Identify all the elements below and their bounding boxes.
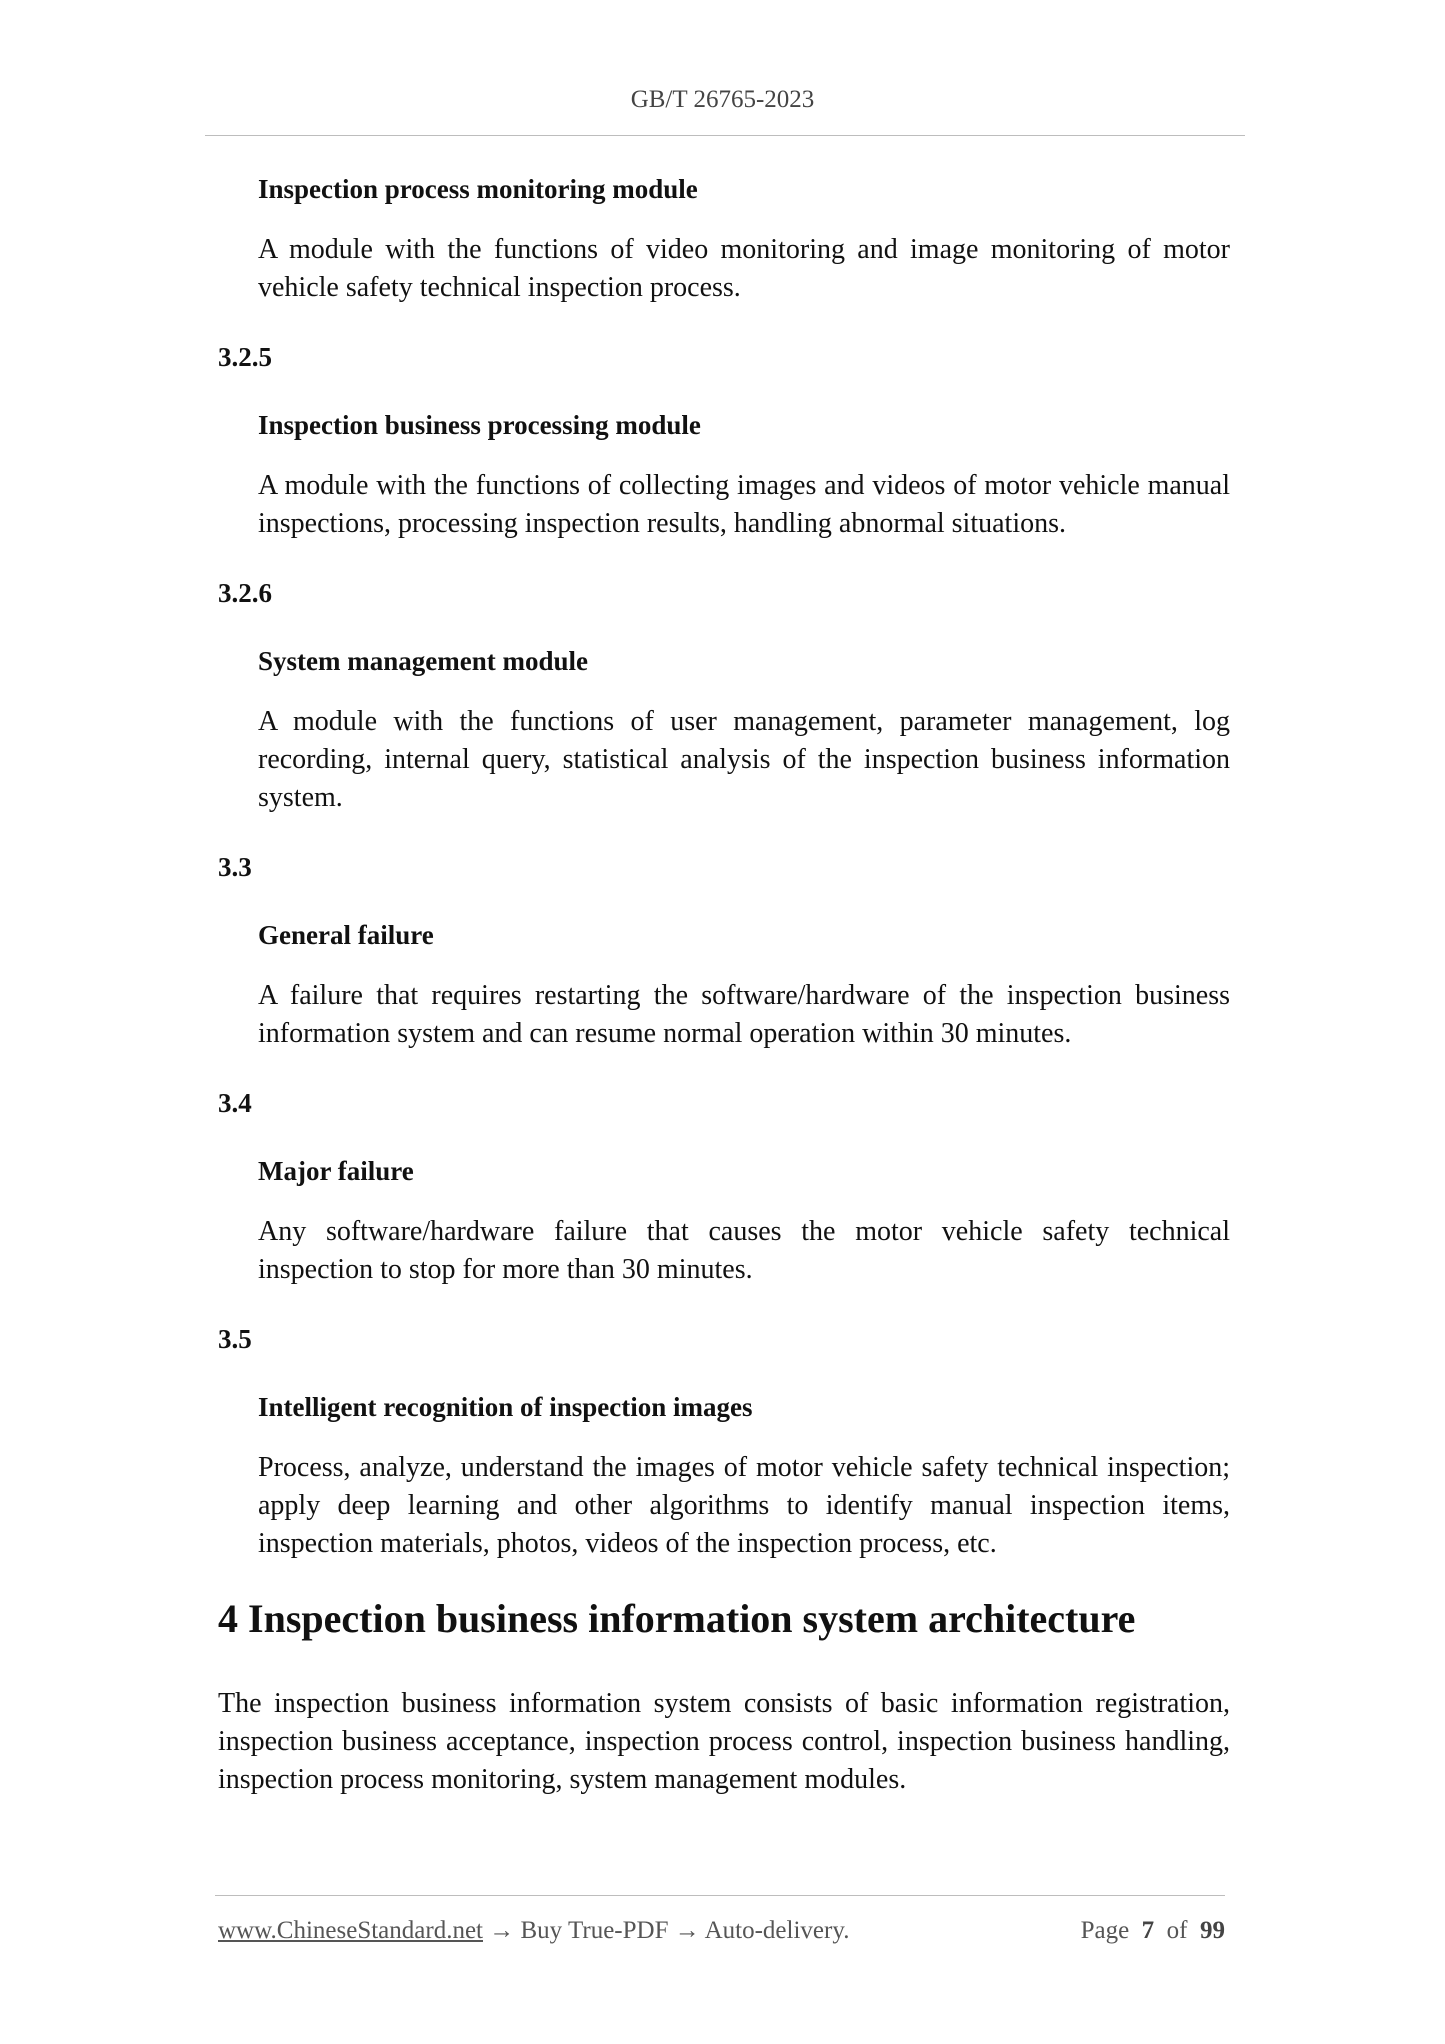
page-label: Page (1080, 1917, 1130, 1944)
page-current: 7 (1141, 1917, 1155, 1944)
clause-number: 3.3 (218, 852, 252, 882)
term-entry (218, 333, 1230, 543)
section-paragraph: The inspection business information system consists of basic information registration, inspection business acceptance, inspection process control, inspection business handling, inspection process monitoring, system management modules. (218, 1688, 1230, 1795)
page-total: 99 (1200, 1917, 1225, 1944)
term-definition: A module with the functions of collecting images and videos of motor vehicle manual inspections, processing inspection results, handling abnormal situations. (258, 470, 1230, 539)
term-entry (218, 1079, 1230, 1289)
term-title: System management module (258, 646, 588, 676)
term-entry (218, 165, 1230, 307)
term-title: Inspection business processing module (258, 410, 701, 440)
term-title: Inspection process monitoring module (258, 174, 698, 204)
term-definition: A module with the functions of video monitoring and image monitoring of motor vehicle safety technical inspection process. (258, 234, 1230, 303)
footer-divider (215, 1895, 1225, 1896)
clause-number: 3.4 (218, 1088, 252, 1118)
term-entry (218, 843, 1230, 1053)
document-body (218, 165, 1230, 1799)
term-title: Major failure (258, 1156, 414, 1186)
term-definition: Any software/hardware failure that causes the motor vehicle safety technical inspection to stop for more than 30 minutes. (258, 1216, 1230, 1285)
footer-promo (218, 1917, 849, 1945)
term-definition: Process, analyze, understand the images of motor vehicle safety technical inspection; apply deep learning and other algorithms to identify manual inspection items, inspection materials, photos, videos of the inspection process, etc. (258, 1452, 1230, 1559)
clause-number: 3.2.5 (218, 342, 272, 372)
term-entry (218, 569, 1230, 817)
term-definition: A failure that requires restarting the software/hardware of the inspection business information system and can resume normal operation within 30 minutes. (258, 980, 1230, 1049)
term-definition: A module with the functions of user management, parameter management, log recording, internal query, statistical analysis of the inspection business information system. (258, 706, 1230, 813)
footer-promo-text: → Buy True-PDF → Auto-delivery. (483, 1917, 850, 1944)
header-divider (205, 135, 1245, 136)
page-header: GB/T 26765-2023 (630, 86, 815, 113)
term-title: General failure (258, 920, 434, 950)
clause-number: 3.2.6 (218, 578, 272, 608)
term-entry (218, 1315, 1230, 1563)
clause-number: 3.5 (218, 1324, 252, 1354)
term-title: Intelligent recognition of inspection images (258, 1392, 753, 1422)
website-link[interactable]: www.ChineseStandard.net (218, 1917, 483, 1944)
section-heading: 4 Inspection business information system architecture (218, 1596, 1136, 1641)
page-of: of (1166, 1917, 1188, 1944)
page-number (1081, 1917, 1225, 1945)
